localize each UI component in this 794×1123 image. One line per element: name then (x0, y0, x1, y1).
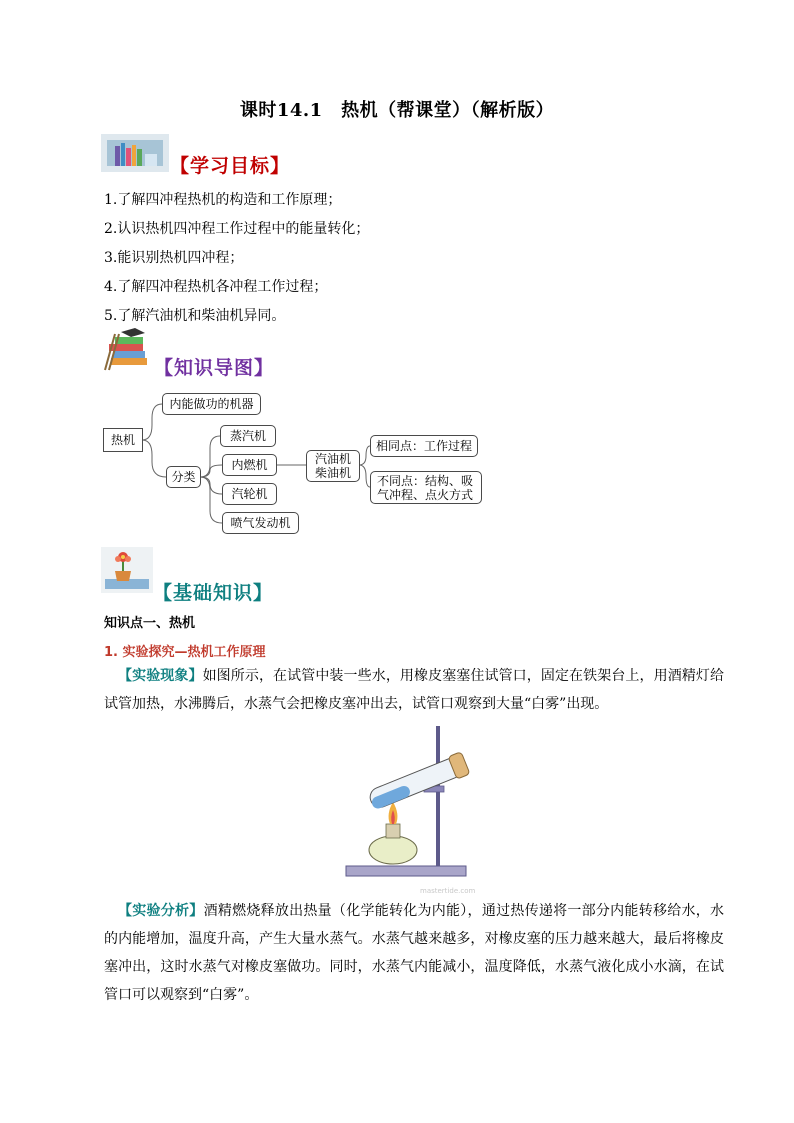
mindmap-engine-diesel: 柴油机 (314, 466, 351, 480)
phenomenon-tag: 【实验现象】 (118, 668, 203, 684)
watermark: mastertide.com (420, 887, 476, 895)
experiment-illustration (338, 724, 478, 884)
mindmap-heading: 【知识导图】 (154, 357, 275, 379)
mindmap-classify: 分类 (166, 466, 201, 488)
mindmap-diff-line1: 不同点：结构、吸 (377, 473, 474, 488)
goals-heading: 【学习目标】 (170, 155, 291, 177)
knowledge-point-heading: 知识点一、热机 (104, 616, 196, 631)
mindmap-diff-line2: 气冲程、点火方式 (377, 487, 474, 502)
analysis-tag: 【实验分析】 (118, 903, 204, 919)
analysis-paragraph (104, 897, 724, 1009)
goal-item: 3.能识别热机四冲程； (104, 250, 244, 266)
goal-item: 4.了解四冲程热机各冲程工作过程； (104, 279, 328, 295)
goal-item: 2.认识热机四冲程工作过程中的能量转化； (104, 221, 370, 237)
mindmap-definition: 内能做功的机器 (162, 393, 261, 415)
mindmap-engine-gasoline: 汽油机 (314, 452, 351, 466)
goal-item: 5.了解汽油机和柴油机异同。 (104, 308, 286, 324)
flower-pot-icon (101, 547, 153, 593)
phenomenon-text: 如图所示，在试管中装一些水，用橡皮塞塞住试管口，固定在铁架台上，用酒精灯给试管加热，水沸腾后，水蒸气会把橡皮塞冲出去，试管口观察到大量“白雾”出现。 (104, 668, 725, 712)
mindmap-engines (306, 450, 360, 482)
phenomenon-paragraph (104, 662, 724, 718)
mindmap-type-steam: 蒸汽机 (220, 425, 276, 447)
mindmap-type-internal: 内燃机 (222, 454, 277, 476)
mindmap-root: 热机 (103, 428, 143, 452)
basics-heading: 【基础知识】 (153, 582, 274, 604)
mindmap-same: 相同点：工作过程 (370, 435, 478, 457)
analysis-text: 酒精燃烧释放出热量（化学能转化为内能），通过热传递将一部分内能转移给水，水的内能增加，温度升高，产生大量水蒸气。水蒸气越来越多，对橡皮塞的压力越来越大，最后将橡皮塞冲出，这时水蒸气对橡皮塞做功。同时，水蒸气内能减小，温度降低，水蒸气液化成小水滴，在试管口可以观察到“白雾”。 (104, 903, 725, 1003)
mindmap-diff (370, 471, 482, 504)
goal-item: 1.了解四冲程热机的构造和工作原理； (104, 192, 342, 208)
page-title: 课时14.1 热机（帮课堂）（解析版） (239, 100, 555, 121)
mindmap-type-turbine: 汽轮机 (222, 483, 277, 505)
knowledge-subheading: 1. 实验探究—热机工作原理 (104, 645, 266, 660)
mindmap-type-jet: 喷气发动机 (222, 512, 299, 534)
